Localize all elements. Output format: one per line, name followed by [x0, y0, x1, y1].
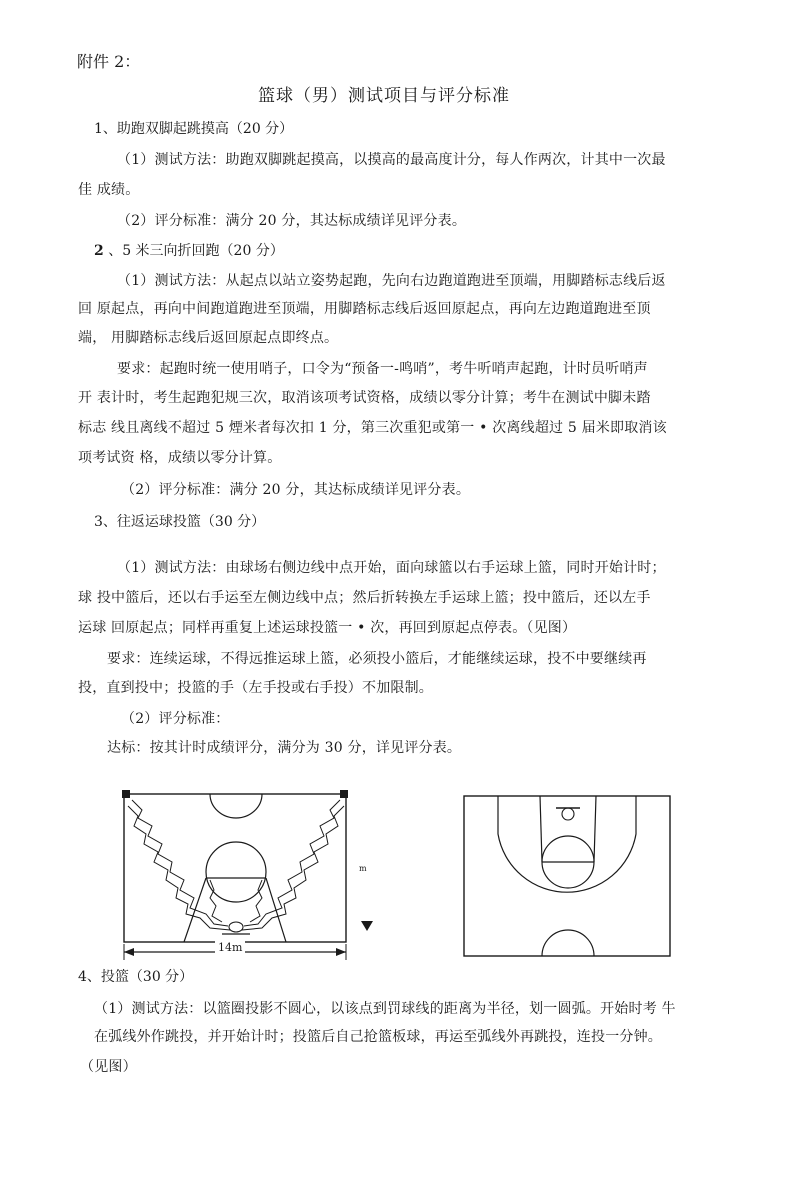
s4-p1-line3: （见图） — [80, 1059, 137, 1075]
s3-p1-line1: （1）测试方法：由球场右侧边线中点开始，面向球篮以右手运球上篮，同时开始计时； — [117, 560, 666, 576]
width-label: 14m — [215, 941, 245, 954]
page-title: 篮球（男）测试项目与评分标准 — [258, 86, 510, 106]
s2-p1-line3: 端， 用脚踏标志线后返回原起点即终点。 — [78, 330, 339, 346]
s3-p4-line1: 达标：按其计时成绩评分，满分为 30 分，详见评分表。 — [107, 740, 462, 756]
annex-label: 附件 2： — [77, 52, 141, 71]
court-diagram-right — [462, 794, 674, 960]
s1-p2-line1: （2）评分标准：满分 20 分，其达标成绩详见评分表。 — [117, 213, 467, 229]
s2-p2-line3: 标志 线且离线不超过 5 煙米者每次扣 1 分，第三次重犯或第一 • 次离线超过 5 届米即取消该 — [78, 420, 667, 436]
s3-p2-line2: 投，直到投中；投篮的手（左手投或右手投）不加限制。 — [78, 680, 433, 696]
s2-p2-line2: 开 表计时，考生起跑犯规三次，取消该项考试资格，成绩以零分计算；考牛在测试中脚未踏 — [78, 390, 651, 406]
s4-p1-line2: 在弧线外作跳投，并开始计时；投篮后自己抢篮板球，再运至弧线外再跳投，连投一分钟。 — [94, 1029, 662, 1045]
s2-p1-line1: （1）测试方法：从起点以站立姿势起跑，先向右边跑道跑进至顶端，用脚踏标志线后返 — [117, 273, 666, 289]
court-diagram-left — [118, 786, 358, 966]
s3-p1-line2: 球 投中篮后，还以右手运至左侧边线中点；然后折转换左手运球上篮；投中篮后，还以左手 — [78, 590, 651, 606]
s2-p2-line4: 项考试资 格，成绩以零分计算。 — [78, 450, 282, 466]
section-2-heading — [94, 243, 284, 260]
triangle-marker — [360, 920, 374, 932]
s2-p2-line1: 要求：起跑时统一使用哨子，口令为“预备一-鸣哨”，考牛听哨声起跑，计时员听哨声 — [117, 361, 648, 377]
section-2-heading-text: 、5 米三向折回跑（20 分） — [108, 243, 284, 259]
section-4-heading: 4、投篮（30 分） — [78, 969, 194, 985]
s4-p1-line1: （1）测试方法：以篮圈投影不圆心，以该点到罚球线的距离为半径，划一圆弧。开始时考 牛 — [94, 1001, 676, 1017]
s3-p2-line1: 要求：连续运球，不得远推运球上篮，必须投小篮后，才能继续运球，投不中要继续再 — [107, 651, 647, 667]
s2-p3-line1: （2）评分标准：满分 20 分，其达标成绩详见评分表。 — [121, 482, 471, 498]
section-2-number: 2 — [94, 243, 104, 259]
side-mark: m — [359, 864, 367, 873]
s3-p3-line1: （2）评分标准： — [121, 711, 230, 727]
s2-p1-line2: 回 原起点，再向中间跑道跑进至顶端，用脚踏标志线后返回原起点，再向左边跑道跑进至顶 — [78, 301, 651, 317]
section-3-heading: 3、往返运球投篮（30 分） — [94, 514, 266, 530]
s1-p1-line2: 佳 成绩。 — [78, 182, 140, 198]
s1-p1-line1: （1）测试方法：助跑双脚跳起摸高，以摸高的最高度计分，每人作两次，计其中一次最 — [117, 152, 666, 168]
s3-p1-line3: 运球 回原起点；同样再重复上述运球投篮一 • 次，再回到原起点停表。（见图） — [78, 620, 577, 636]
section-1-heading: 1、助跑双脚起跳摸高（20 分） — [94, 121, 294, 137]
